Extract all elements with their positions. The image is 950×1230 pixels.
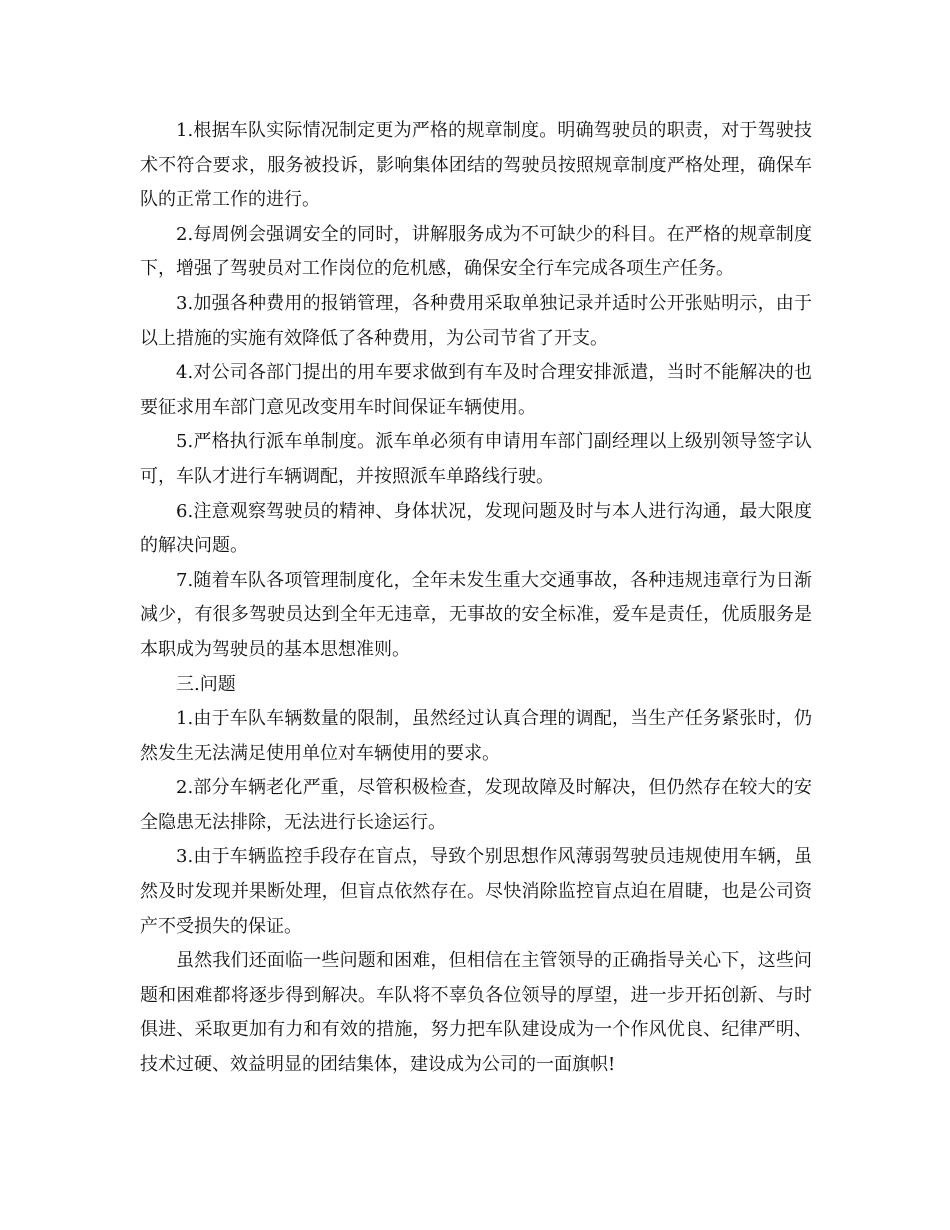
measure-paragraph-5: 5.严格执行派车单制度。派车单必须有申请用车部门副经理以上级别领导签字认可，车队才进行车辆调配，并按照派车单路线行驶。	[140, 431, 812, 487]
measure-paragraph-3: 3.加强各种费用的报销管理，各种费用采取单独记录并适时公开张贴明示，由于以上措施的实施有效降低了各种费用，为公司节省了开支。	[140, 292, 812, 349]
measure-paragraph-1: 1.根据车队实际情况制定更为严格的规章制度。明确驾驶员的职责，对于驾驶技术不符合要求，服务被投诉，影响集体团结的驾驶员按照规章制度严格处理，确保车队的正常工作的进行。	[140, 120, 812, 211]
problem-paragraph-3: 3.由于车辆监控手段存在盲点，导致个别思想作风薄弱驾驶员违规使用车辆，虽然及时发现并果断处理，但盲点依然存在。尽快消除监控盲点迫在眉睫，也是公司资产不受损失的保证。	[140, 846, 812, 937]
measure-paragraph-6: 6.注意观察驾驶员的精神、身体状况，发现问题及时与本人进行沟通，最大限度的解决问题。	[140, 500, 812, 557]
section-heading: 三.问题	[176, 673, 236, 695]
problem-paragraph-1: 1.由于车队车辆数量的限制，虽然经过认真合理的调配，当生产任务紧张时，仍然发生无法满足使用单位对车辆使用的要求。	[140, 708, 812, 764]
measure-paragraph-4: 4.对公司各部门提出的用车要求做到有车及时合理安排派遣，当时不能解决的也要征求用车部门意见改变用车时间保证车辆使用。	[140, 362, 812, 418]
closing-paragraph: 虽然我们还面临一些问题和困难，但相信在主管领导的正确指导关心下，这些问题和困难都将逐步得到解决。车队将不辜负各位领导的厚望，进一步开拓创新、与时俱进、采取更加有力和有效的措施，努力把车队建设成为一个作风优良、纪律严明、技术过硬、效益明显的团结集体，建设成为公司的一面旗帜!	[140, 950, 812, 1076]
problem-paragraph-2: 2.部分车辆老化严重，尽管积极检查，发现故障及时解决，但仍然存在较大的安全隐患无法排除，无法进行长途运行。	[140, 777, 812, 833]
measure-paragraph-7: 7.随着车队各项管理制度化，全年未发生重大交通事故，各种违规违章行为日渐减少，有很多驾驶员达到全年无违章，无事故的安全标准，爱车是责任，优质服务是本职成为驾驶员的基本思想准则。	[140, 569, 812, 660]
document-page	[140, 114, 812, 1083]
measure-paragraph-2: 2.每周例会强调安全的同时，讲解服务成为不可缺少的科目。在严格的规章制度下，增强了驾驶员对工作岗位的危机感，确保安全行车完成各项生产任务。	[140, 223, 812, 280]
